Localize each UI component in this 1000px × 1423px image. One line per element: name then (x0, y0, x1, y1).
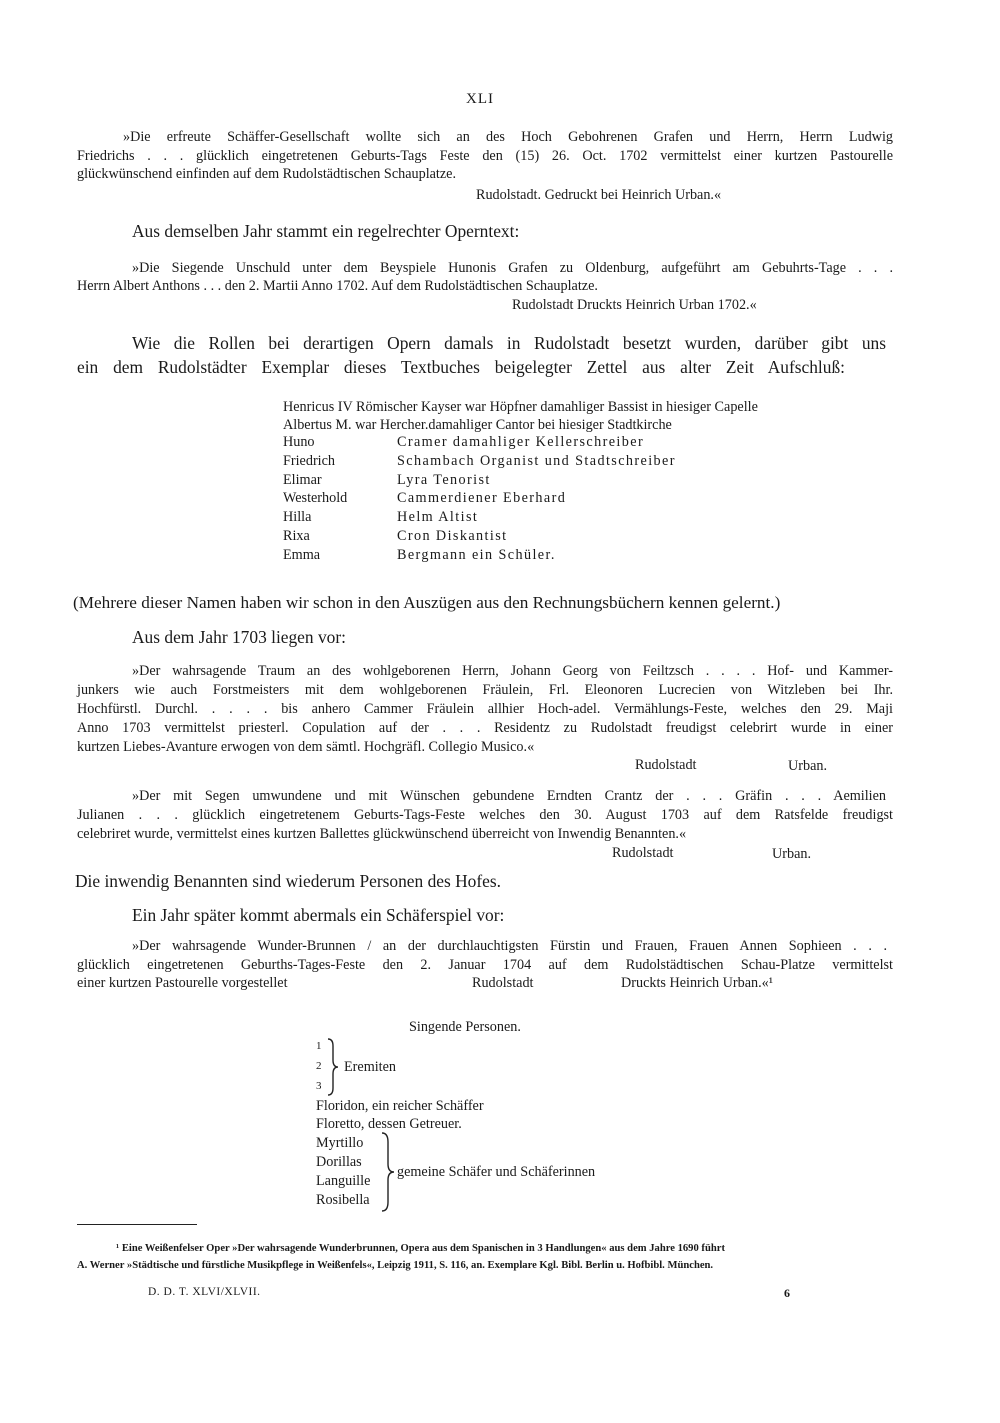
cast-row (283, 490, 567, 507)
para2: Aus demselben Jahr stammt ein regelrechter Operntext: (132, 221, 520, 241)
para7-line2: junkers wie auch Forstmeisters mit dem wohlgeborenen Fräulein, Frl. Eleonoren Lucrecien von Witzleben bei Ihr. (77, 682, 893, 698)
cast-role: Hilla (283, 509, 312, 525)
cast-actor: Bergmann ein Schüler. (397, 547, 556, 563)
cast-role: Emma (283, 547, 321, 563)
para7-line3: Hochfürstl. Durchl. . . . . bis anhero Cammer Fräulein allhier Hoch-adel. Vermählungs-Feste, welches den 29. Maji (77, 701, 893, 717)
para3-line2: Herrn Albert Anthons . . . den 2. Martii Anno 1702. Auf dem Rudolstädtischen Schauplatze. (77, 278, 598, 294)
para7-imprint-printer: Urban. (788, 758, 828, 774)
para10: Ein Jahr später kommt abermals ein Schäferspiel vor: (132, 905, 505, 925)
cast-role: Rixa (283, 528, 310, 544)
para4-line2: ein dem Rudolstädter Exemplar dieses Textbuches beigelegter Zettel aus alter Zeit Aufschluß: (77, 357, 845, 377)
shepherd-name: Dorillas (316, 1154, 362, 1170)
cast-row (283, 472, 491, 489)
para8-imprint-printer: Urban. (772, 846, 812, 862)
bottom-sheet-number: 6 (784, 1286, 790, 1300)
eremit-number: 2 (316, 1060, 322, 1072)
cast-line2: Albertus M. war Hercher.damahliger Cantor bei hiesiger Stadtkirche (283, 417, 672, 433)
cast-role: Elimar (283, 472, 322, 488)
para8-line1: »Der mit Segen umwundene und mit Wünschen gebundene Erndten Crantz der . . . Gräfin . . . Aemilien (132, 788, 886, 804)
para11-line3: einer kurtzen Pastourelle vorgestellet (77, 975, 288, 991)
para7-line5: kurtzen Liebes-Avanture erwogen von dem sämtl. Hochgräfl. Collegio Musico.« (77, 739, 535, 755)
eremit-number: 1 (316, 1040, 322, 1052)
para1-imprint: Rudolstadt. Gedruckt bei Heinrich Urban.« (476, 187, 722, 203)
para9: Die inwendig Benannten sind wiederum Personen des Hofes. (75, 871, 501, 891)
para1-line3: glückwünschend einfinden auf dem Rudolstädtischen Schauplatze. (77, 166, 457, 182)
para8-line2: Julianen . . . glücklich eingetretenem Geburts-Tags-Feste welches den 30. August 1703 auf dem Ratsfelde freudigst (77, 807, 893, 823)
eremit-number: 3 (316, 1080, 322, 1092)
shepherds-label: gemeine Schäfer und Schäferinnen (397, 1164, 596, 1180)
cast-line1: Henricus IV Römischer Kayser war Höpfner damahliger Bassist in hiesiger Capelle (283, 399, 758, 415)
para7-imprint-place: Rudolstadt (635, 757, 697, 773)
cast-row (283, 509, 479, 526)
cast-row (283, 434, 645, 451)
cast-role: Westerhold (283, 490, 348, 506)
shepherds-brace (380, 1132, 396, 1212)
para8-line3: celebriret wurde, vermittelst eines kurtzen Ballettes glückwünschend überreicht von Inwendig Benannten.« (77, 826, 687, 842)
para11-imprint-printer: Druckts Heinrich Urban.«¹ (621, 975, 773, 991)
para4-line1: Wie die Rollen bei derartigen Opern damals in Rudolstadt besetzt wurden, darüber gibt uns (132, 333, 886, 353)
para8-imprint-place: Rudolstadt (612, 845, 674, 861)
para3-imprint: Rudolstadt Druckts Heinrich Urban 1702.« (512, 297, 757, 313)
para1-line2: Friedrichs . . . glücklich eingetretenen Geburts-Tags Feste den (15) 26. Oct. 1702 vermittelst einer kurtzen Pastourelle (77, 148, 893, 164)
eremiten-label: Eremiten (344, 1059, 396, 1075)
cast-actor: Cron Diskantist (397, 528, 508, 544)
cast-role: Friedrich (283, 453, 336, 469)
cast-row (283, 547, 556, 564)
para5: (Mehrere dieser Namen haben wir schon in den Auszügen aus den Rechnungsbüchern kennen gelernt.) (73, 593, 781, 612)
shepherd-name: Rosibella (316, 1192, 370, 1208)
cast-row (283, 453, 676, 470)
cast-actor: Lyra Tenorist (397, 472, 491, 488)
para3-line1: »Die Siegende Unschuld unter dem Beyspiele Hunonis Grafen zu Oldenburg, aufgeführt am Gebuhrts-Tage . . . (132, 260, 893, 276)
cast-role: Huno (283, 434, 315, 450)
floretto: Floretto, dessen Getreuer. (316, 1116, 462, 1132)
footnote-divider (77, 1224, 197, 1225)
shepherd-name: Languille (316, 1173, 371, 1189)
para7-line4: Anno 1703 vermittelst priesterl. Copulation auf der . . . Residentz zu Rudolstadt freudigst celebrirt wurde in einer (77, 720, 893, 736)
bottom-signature: D. D. T. XLVI/XLVII. (148, 1286, 261, 1298)
shepherd-name: Myrtillo (316, 1135, 364, 1151)
footnote-line2: A. Werner »Städtische und fürstliche Musikpflege in Weißenfels«, Leipzig 1911, S. 116, an. Exemplare Kgl. Bibl. Berlin u. Hofbibl. München. (77, 1260, 714, 1271)
cast-actor: Cramer damahliger Kellerschreiber (397, 434, 645, 450)
cast-actor: Helm Altist (397, 509, 479, 525)
para11-line1: »Der wahrsagende Wunder-Brunnen / an der durchlauchtigsten Fürstin und Frauen, Frauen Annen Sophieen . . . (132, 938, 887, 954)
para11-line2: glücklich eingetretenen Geburths-Tages-Feste den 2. Januar 1704 auf dem Rudolstädtischen Schau-Platze vermittelst (77, 957, 893, 973)
floridon: Floridon, ein reicher Schäffer (316, 1098, 484, 1114)
eremiten-brace (326, 1038, 340, 1096)
page-number: XLI (466, 91, 494, 107)
para7-line1: »Der wahrsagende Traum an des wohlgeborenen Herrn, Johann Georg von Feiltzsch . . . . Hof- und Kammer- (132, 663, 893, 679)
footnote-line1: ¹ Eine Weißenfelser Oper »Der wahrsagende Wunderbrunnen, Opera aus dem Spanischen in 3 Handlungen« aus dem Jahre 1690 führt (116, 1243, 725, 1254)
cast-actor: Cammerdiener Eberhard (397, 490, 567, 506)
cast-heading: Singende Personen. (409, 1019, 521, 1035)
cast-row (283, 528, 508, 545)
cast-actor: Schambach Organist und Stadtschreiber (397, 453, 676, 469)
para6: Aus dem Jahr 1703 liegen vor: (132, 627, 346, 647)
para1-line1: »Die erfreute Schäffer-Gesellschaft wollte sich an des Hoch Gebohrenen Grafen und Herrn, Herrn Ludwig (123, 129, 893, 145)
para11-imprint-place: Rudolstadt (472, 975, 534, 991)
